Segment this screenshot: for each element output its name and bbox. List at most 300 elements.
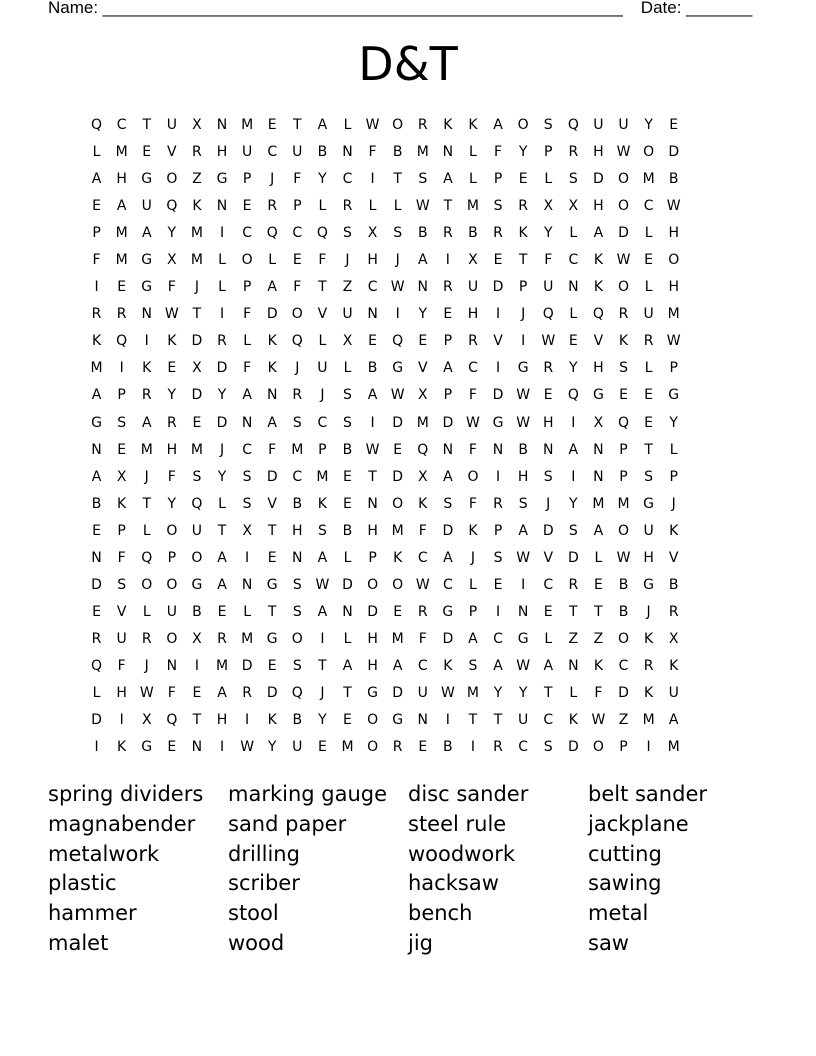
grid-letter: I: [370, 414, 375, 431]
grid-letter: W: [666, 198, 681, 215]
grid-row: [84, 545, 686, 572]
grid-letter: A: [543, 657, 554, 674]
grid-letter: X: [116, 468, 127, 485]
grid-letter: D: [492, 387, 504, 404]
word-list-item: drilling: [228, 841, 300, 866]
grid-letter: Y: [493, 684, 503, 701]
grid-row: [84, 518, 686, 545]
grid-letter: I: [495, 468, 501, 485]
grid-letter: D: [668, 144, 680, 161]
grid-row: [84, 139, 686, 166]
grid-letter: T: [569, 603, 578, 620]
grid-letter: J: [270, 171, 275, 188]
grid-letter: S: [393, 225, 403, 242]
grid-letter: D: [542, 522, 554, 539]
header-line: [48, 0, 752, 18]
grid-letter: J: [295, 360, 300, 377]
grid-letter: W: [541, 333, 556, 350]
grid-letter: D: [266, 468, 278, 485]
grid-letter: K: [418, 495, 428, 512]
grid-letter: N: [542, 441, 554, 458]
grid-letter: O: [517, 117, 529, 133]
grid-letter: N: [141, 306, 152, 323]
grid-letter: C: [643, 198, 654, 215]
grid-letter: D: [618, 684, 629, 701]
grid-letter: Y: [569, 360, 578, 377]
grid-letter: H: [116, 171, 127, 188]
grid-letter: V: [167, 144, 177, 161]
grid-letter: S: [644, 468, 654, 485]
grid-letter: U: [342, 306, 353, 323]
grid-letter: A: [141, 414, 152, 431]
grid-letter: G: [442, 603, 454, 620]
grid-letter: I: [571, 468, 576, 485]
grid-letter: W: [516, 657, 531, 674]
grid-letter: X: [192, 117, 202, 133]
grid-row: [84, 247, 686, 274]
grid-letter: N: [492, 441, 504, 458]
grid-letter: P: [619, 468, 628, 485]
grid-letter: H: [593, 198, 604, 215]
grid-row: [84, 355, 686, 382]
grid-letter: N: [241, 576, 253, 593]
grid-letter: T: [142, 495, 152, 512]
grid-letter: F: [468, 441, 477, 458]
grid-row: [84, 166, 686, 193]
grid-letter: M: [592, 495, 605, 512]
grid-letter: D: [191, 387, 203, 404]
grid-letter: D: [442, 522, 454, 539]
grid-letter: I: [521, 333, 526, 350]
grid-letter: E: [568, 333, 578, 350]
grid-letter: D: [367, 603, 378, 620]
grid-letter: D: [216, 414, 228, 431]
grid-letter: R: [141, 630, 152, 647]
word-list-item: magnabender: [48, 811, 196, 836]
grid-letter: K: [192, 198, 202, 215]
grid-letter: M: [667, 739, 680, 756]
grid-row: [84, 410, 686, 437]
grid-letter: L: [569, 306, 578, 323]
grid-letter: D: [392, 414, 404, 431]
grid-letter: E: [267, 117, 277, 133]
grid-letter: T: [368, 468, 377, 485]
grid-letter: M: [291, 441, 304, 458]
grid-letter: V: [593, 333, 604, 350]
grid-letter: E: [192, 684, 202, 701]
grid-letter: Y: [318, 171, 327, 188]
grid-letter: W: [315, 576, 330, 593]
grid-letter: B: [392, 144, 403, 161]
grid-letter: I: [245, 712, 250, 729]
grid-letter: P: [242, 279, 252, 296]
grid-letter: G: [392, 360, 404, 377]
grid-letter: P: [443, 387, 453, 404]
grid-letter: A: [468, 630, 478, 647]
grid-letter: A: [493, 117, 503, 133]
grid-row: [84, 572, 686, 599]
grid-letter: F: [318, 252, 327, 269]
grid-letter: C: [417, 657, 428, 674]
grid-letter: R: [668, 603, 679, 620]
grid-letter: X: [167, 252, 177, 269]
grid-letter: S: [619, 360, 628, 377]
grid-letter: O: [166, 522, 178, 539]
grid-letter: P: [117, 387, 126, 404]
grid-letter: S: [543, 117, 553, 133]
grid-letter: O: [367, 712, 379, 729]
grid-letter: B: [292, 712, 303, 729]
grid-letter: L: [669, 441, 678, 458]
grid-letter: I: [219, 306, 225, 323]
grid-letter: J: [144, 657, 149, 674]
grid-letter: N: [216, 117, 228, 133]
grid-letter: S: [418, 171, 428, 188]
grid-letter: R: [518, 198, 528, 215]
grid-letter: F: [418, 522, 427, 539]
grid-letter: O: [618, 279, 630, 296]
grid-letter: A: [317, 549, 328, 566]
grid-letter: R: [442, 225, 453, 242]
grid-letter: I: [470, 739, 476, 756]
grid-letter: Z: [342, 279, 353, 296]
word-list-item: spring dividers: [48, 782, 204, 806]
grid-letter: T: [594, 603, 603, 620]
grid-letter: H: [367, 522, 378, 539]
grid-letter: E: [343, 495, 352, 512]
grid-letter: L: [343, 630, 352, 647]
grid-letter: K: [117, 739, 127, 756]
grid-letter: S: [317, 522, 327, 539]
grid-letter: R: [618, 306, 629, 323]
grid-letter: A: [217, 684, 227, 701]
grid-letter: P: [117, 522, 126, 539]
grid-letter: M: [316, 468, 329, 485]
grid-row: [84, 491, 686, 518]
grid-letter: X: [417, 468, 428, 485]
grid-letter: C: [518, 739, 529, 756]
grid-letter: I: [94, 739, 99, 756]
word-list-item: jackplane: [588, 811, 689, 836]
grid-letter: O: [166, 576, 178, 593]
grid-letter: V: [267, 495, 277, 512]
grid-letter: T: [192, 712, 202, 729]
grid-letter: N: [367, 306, 378, 323]
grid-letter: E: [92, 198, 101, 215]
grid-letter: P: [443, 333, 453, 350]
grid-letter: U: [593, 117, 604, 133]
grid-letter: F: [243, 306, 252, 323]
grid-letter: N: [593, 468, 604, 485]
grid-letter: G: [517, 630, 529, 647]
grid-letter: F: [167, 279, 176, 296]
grid-letter: G: [392, 712, 404, 729]
grid-letter: O: [392, 495, 404, 512]
grid-letter: S: [443, 495, 453, 512]
grid-letter: G: [592, 387, 604, 404]
grid-letter: K: [117, 495, 127, 512]
grid-letter: H: [668, 225, 679, 242]
grid-letter: N: [342, 144, 353, 161]
grid-letter: E: [418, 739, 428, 756]
grid-letter: R: [392, 739, 403, 756]
grid-letter: Y: [518, 144, 528, 161]
grid-letter: O: [643, 144, 655, 161]
grid-letter: W: [365, 117, 380, 133]
grid-letter: O: [291, 630, 303, 647]
grid-letter: H: [367, 252, 378, 269]
grid-letter: N: [517, 603, 529, 620]
grid-letter: A: [443, 171, 453, 188]
grid-letter: S: [292, 414, 302, 431]
grid-letter: S: [343, 225, 352, 242]
grid-letter: C: [543, 712, 554, 729]
grid-letter: U: [292, 739, 303, 756]
grid-letter: O: [392, 576, 404, 593]
name-field-label: Name: _______________________________________________________: [48, 0, 623, 17]
grid-letter: W: [616, 144, 631, 161]
grid-letter: A: [317, 603, 328, 620]
grid-letter: I: [119, 712, 124, 729]
grid-letter: L: [469, 171, 477, 188]
grid-letter: I: [445, 712, 450, 729]
grid-letter: G: [643, 495, 655, 512]
grid-letter: A: [443, 468, 453, 485]
grid-letter: U: [292, 144, 303, 161]
grid-letter: O: [592, 739, 604, 756]
grid-letter: Z: [618, 712, 629, 729]
grid-letter: N: [266, 387, 278, 404]
grid-letter: K: [518, 225, 528, 242]
grid-letter: E: [644, 252, 654, 269]
grid-letter: P: [619, 441, 628, 458]
grid-letter: D: [91, 576, 102, 593]
grid-letter: R: [493, 739, 503, 756]
grid-letter: M: [391, 630, 404, 647]
grid-letter: H: [367, 657, 378, 674]
grid-letter: W: [139, 684, 154, 701]
grid-letter: R: [217, 333, 227, 350]
grid-letter: E: [343, 468, 352, 485]
grid-letter: I: [219, 739, 225, 756]
grid-letter: S: [543, 739, 553, 756]
grid-letter: U: [317, 360, 328, 377]
grid-letter: C: [468, 360, 478, 377]
grid-letter: U: [668, 684, 679, 701]
grid-letter: F: [268, 441, 277, 458]
grid-letter: K: [267, 333, 277, 350]
grid-letter: J: [395, 252, 400, 269]
grid-letter: D: [266, 684, 278, 701]
grid-letter: E: [443, 306, 453, 323]
grid-letter: K: [317, 495, 327, 512]
grid-row: [84, 382, 686, 409]
grid-letter: W: [415, 198, 430, 215]
word-list-item: hammer: [48, 901, 137, 926]
grid-letter: Z: [568, 630, 579, 647]
grid-letter: R: [417, 117, 428, 133]
grid-letter: H: [166, 441, 178, 458]
grid-letter: P: [544, 144, 553, 161]
grid-letter: E: [267, 657, 277, 674]
grid-letter: P: [242, 171, 252, 188]
grid-letter: A: [91, 387, 102, 404]
grid-letter: J: [345, 252, 350, 269]
grid-letter: E: [142, 144, 152, 161]
grid-letter: P: [619, 739, 628, 756]
grid-letter: I: [94, 279, 99, 296]
grid-letter: E: [543, 603, 553, 620]
grid-letter: M: [140, 441, 153, 458]
grid-letter: D: [618, 225, 629, 242]
grid-letter: P: [368, 549, 377, 566]
grid-letter: C: [116, 117, 127, 133]
grid-letter: D: [492, 279, 504, 296]
grid-letter: W: [240, 739, 255, 756]
grid-letter: M: [190, 225, 203, 242]
grid-letter: I: [370, 171, 375, 188]
word-list-item: scriber: [228, 871, 300, 896]
grid-letter: X: [568, 198, 579, 215]
grid-letter: F: [92, 252, 101, 269]
grid-letter: X: [468, 252, 478, 269]
grid-letter: H: [593, 360, 604, 377]
grid-letter: G: [367, 684, 378, 701]
grid-letter: P: [293, 198, 302, 215]
grid-letter: H: [292, 522, 303, 539]
grid-letter: Y: [569, 495, 578, 512]
grid-letter: J: [194, 279, 199, 296]
grid-letter: O: [618, 198, 630, 215]
grid-row: [84, 437, 686, 464]
grid-letter: K: [593, 252, 604, 269]
grid-letter: L: [268, 252, 277, 269]
word-list-item: plastic: [48, 871, 117, 896]
grid-letter: A: [141, 225, 152, 242]
grid-letter: L: [368, 198, 377, 215]
grid-letter: R: [217, 630, 227, 647]
grid-letter: A: [518, 522, 528, 539]
grid-letter: E: [393, 603, 403, 620]
grid-letter: E: [669, 117, 679, 133]
word-list-item: saw: [588, 930, 629, 955]
grid-letter: C: [317, 414, 328, 431]
grid-letter: A: [568, 441, 579, 458]
grid-letter: A: [217, 576, 227, 593]
grid-letter: P: [493, 171, 503, 188]
grid-letter: G: [643, 576, 655, 593]
word-list-item: sawing: [588, 871, 662, 896]
grid-letter: E: [619, 387, 628, 404]
grid-letter: I: [219, 225, 225, 242]
grid-letter: P: [92, 225, 101, 242]
grid-letter: R: [166, 414, 177, 431]
grid-letter: S: [343, 414, 352, 431]
grid-letter: U: [417, 684, 428, 701]
grid-letter: J: [671, 495, 676, 512]
grid-letter: D: [191, 333, 203, 350]
grid-letter: C: [267, 144, 278, 161]
grid-letter: L: [243, 603, 252, 620]
grid-letter: I: [320, 630, 325, 647]
grid-letter: P: [468, 603, 478, 620]
grid-letter: M: [466, 198, 479, 215]
grid-letter: I: [245, 549, 250, 566]
grid-letter: J: [219, 441, 225, 458]
grid-letter: C: [342, 171, 353, 188]
grid-letter: R: [292, 387, 303, 404]
grid-letter: U: [543, 279, 554, 296]
grid-letter: U: [618, 117, 629, 133]
grid-letter: U: [518, 712, 529, 729]
grid-letter: B: [518, 441, 528, 458]
grid-letter: K: [644, 630, 654, 647]
word-list-item: steel rule: [408, 811, 507, 836]
grid-letter: O: [467, 468, 479, 485]
grid-letter: F: [117, 657, 126, 674]
grid-letter: O: [141, 576, 153, 593]
grid-letter: K: [393, 549, 403, 566]
grid-letter: G: [91, 414, 102, 431]
grid-letter: I: [144, 333, 149, 350]
grid-letter: U: [166, 117, 177, 133]
grid-letter: H: [668, 279, 679, 296]
grid-letter: I: [571, 414, 576, 431]
grid-letter: W: [415, 576, 430, 593]
grid-letter: L: [343, 117, 352, 133]
grid-letter: D: [567, 549, 579, 566]
grid-letter: N: [292, 549, 303, 566]
word-list-item: woodwork: [408, 841, 516, 866]
grid-letter: W: [365, 441, 380, 458]
grid-letter: W: [516, 387, 531, 404]
grid-letter: Y: [217, 387, 227, 404]
word-list-item: bench: [408, 901, 473, 926]
grid-letter: C: [442, 576, 453, 593]
grid-letter: N: [442, 441, 454, 458]
grid-letter: M: [115, 252, 128, 269]
grid-letter: K: [468, 117, 478, 133]
grid-letter: S: [292, 576, 302, 593]
grid-letter: U: [141, 198, 152, 215]
grid-letter: W: [616, 252, 631, 269]
grid-letter: P: [318, 441, 327, 458]
grid-letter: M: [115, 144, 128, 161]
grid-letter: B: [668, 171, 679, 188]
grid-letter: E: [343, 712, 352, 729]
grid-letter: F: [594, 684, 603, 701]
grid-row: [84, 653, 686, 680]
grid-letter: D: [392, 468, 404, 485]
grid-letter: B: [91, 495, 102, 512]
grid-letter: C: [292, 225, 303, 242]
grid-letter: M: [241, 117, 254, 133]
grid-letter: J: [320, 387, 325, 404]
grid-letter: E: [267, 549, 277, 566]
grid-letter: J: [470, 549, 476, 566]
word-list-item: hacksaw: [408, 871, 499, 896]
grid-letter: R: [267, 198, 278, 215]
grid-letter: X: [543, 198, 554, 215]
grid-letter: R: [242, 684, 252, 701]
grid-row: [84, 464, 686, 491]
grid-letter: G: [492, 414, 504, 431]
grid-letter: R: [342, 198, 353, 215]
grid-letter: H: [643, 549, 654, 566]
grid-letter: A: [91, 468, 102, 485]
grid-letter: T: [142, 117, 152, 133]
grid-letter: M: [190, 252, 203, 269]
